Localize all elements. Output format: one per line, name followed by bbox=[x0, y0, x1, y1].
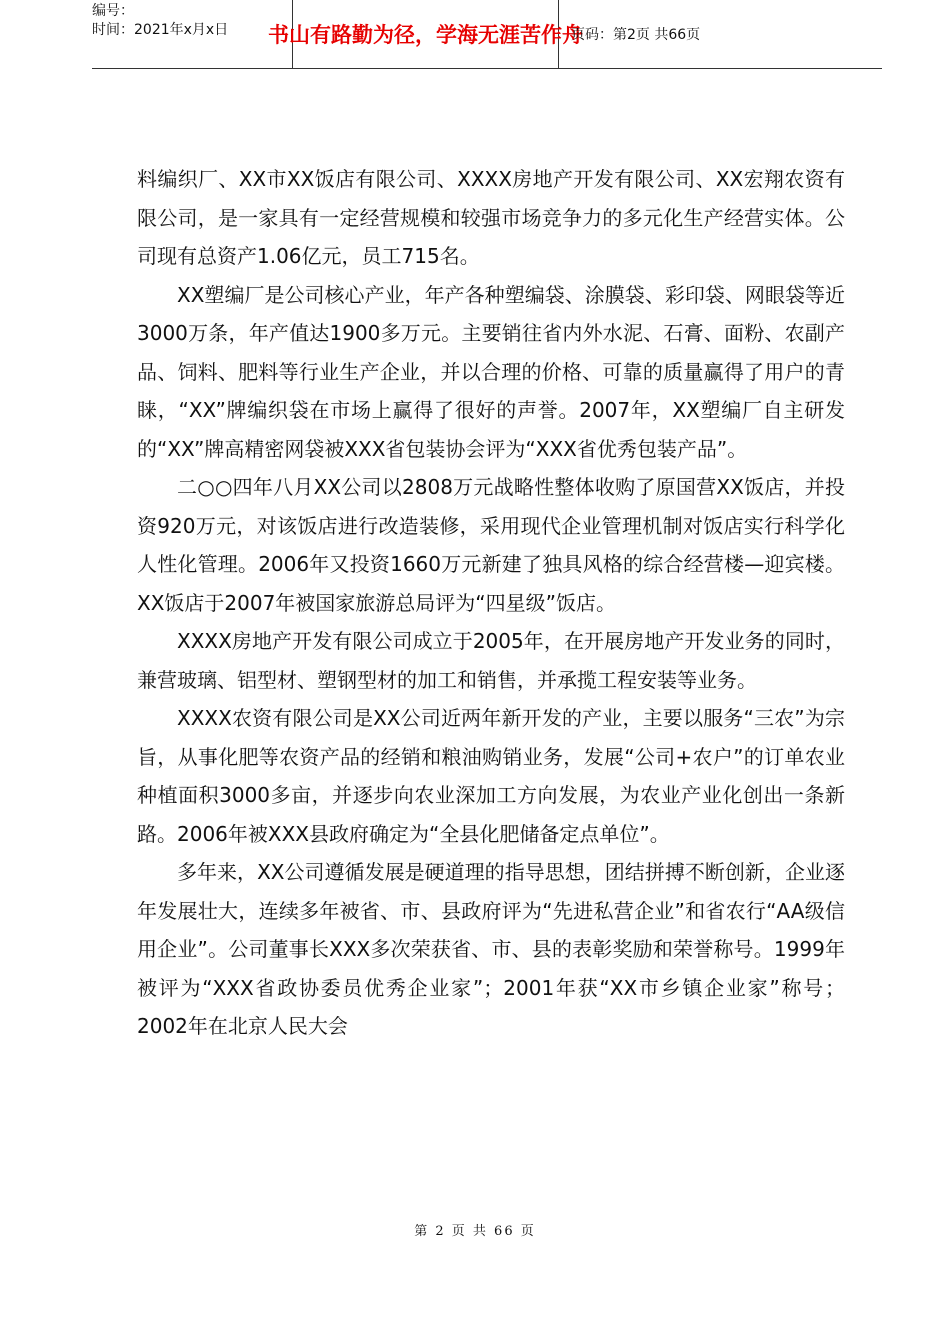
paragraph-6: 多年来，XX公司遵循发展是硬道理的指导思想，团结拼搏不断创新，企业逐年发展壮大，连续多年被省、市、县政府评为“先进私营企业”和省农行“AA级信用企业”。公司董事长XXX多次荣获省、市、县的表彰奖励和荣誉称号。1999年被评为“XXX省政协委员优秀企业家”；2001年获“XX市乡镇企业家”称号；2002年在北京人民大会 bbox=[137, 860, 845, 1038]
header-page-info: 页码：第2页 共66页 bbox=[571, 27, 701, 43]
number-label: 编号： bbox=[92, 3, 134, 19]
header-motto: 书山有路勤为径，学海无涯苦作舟 bbox=[293, 0, 559, 68]
paragraph-1: 料编织厂、XX市XX饭店有限公司、XXXX房地产开发有限公司、XX宏翔农资有限公司，是一家具有一定经营规模和较强市场竞争力的多元化生产经营实体。公司现有总资产1.06亿元，员工715名。 bbox=[137, 167, 845, 268]
page-footer: 第 2 页 共 66 页 bbox=[414, 1224, 536, 1239]
document-body bbox=[137, 160, 845, 1046]
paragraph-3: 二○○四年八月XX公司以2808万元战略性整体收购了原国营XX饭店，并投资920万元，对该饭店进行改造装修，采用现代企业管理机制对饭店实行科学化人性化管理。2006年又投资1660万元新建了独具风格的综合经营楼—迎宾楼。XX饭店于2007年被国家旅游总局评为“四星级”饭店。 bbox=[137, 475, 845, 615]
page-header bbox=[92, 0, 882, 69]
paragraph-5: XXXX农资有限公司是XX公司近两年新开发的产业，主要以服务“三农”为宗旨，从事化肥等农资产品的经销和粮油购销业务，发展“公司+农户”的订单农业种植面积3000多亩，并逐步向农业深加工方向发展，为农业产业化创出一条新路。2006年被XXX县政府确定为“全县化肥储备定点单位”。 bbox=[137, 706, 845, 846]
paragraph-4: XXXX房地产开发有限公司成立于2005年，在开展房地产开发业务的同时，兼营玻璃、铝型材、塑钢型材的加工和销售，并承揽工程安装等业务。 bbox=[137, 629, 845, 692]
paragraph-2: XX塑编厂是公司核心产业，年产各种塑编袋、涂膜袋、彩印袋、网眼袋等近3000万条，年产值达1900多万元。主要销往省内外水泥、石膏、面粉、农副产品、饲料、肥料等行业生产企业，并以合理的价格、可靠的质量赢得了用户的青睐，“XX”牌编织袋在市场上赢得了很好的声誉。2007年，XX塑编厂自主研发的“XX”牌高精密网袋被XXX省包装协会评为“XXX省优秀包装产品”。 bbox=[137, 282, 845, 461]
time-label: 时间：2021年x月x日 bbox=[92, 22, 229, 38]
header-meta bbox=[92, 0, 293, 68]
